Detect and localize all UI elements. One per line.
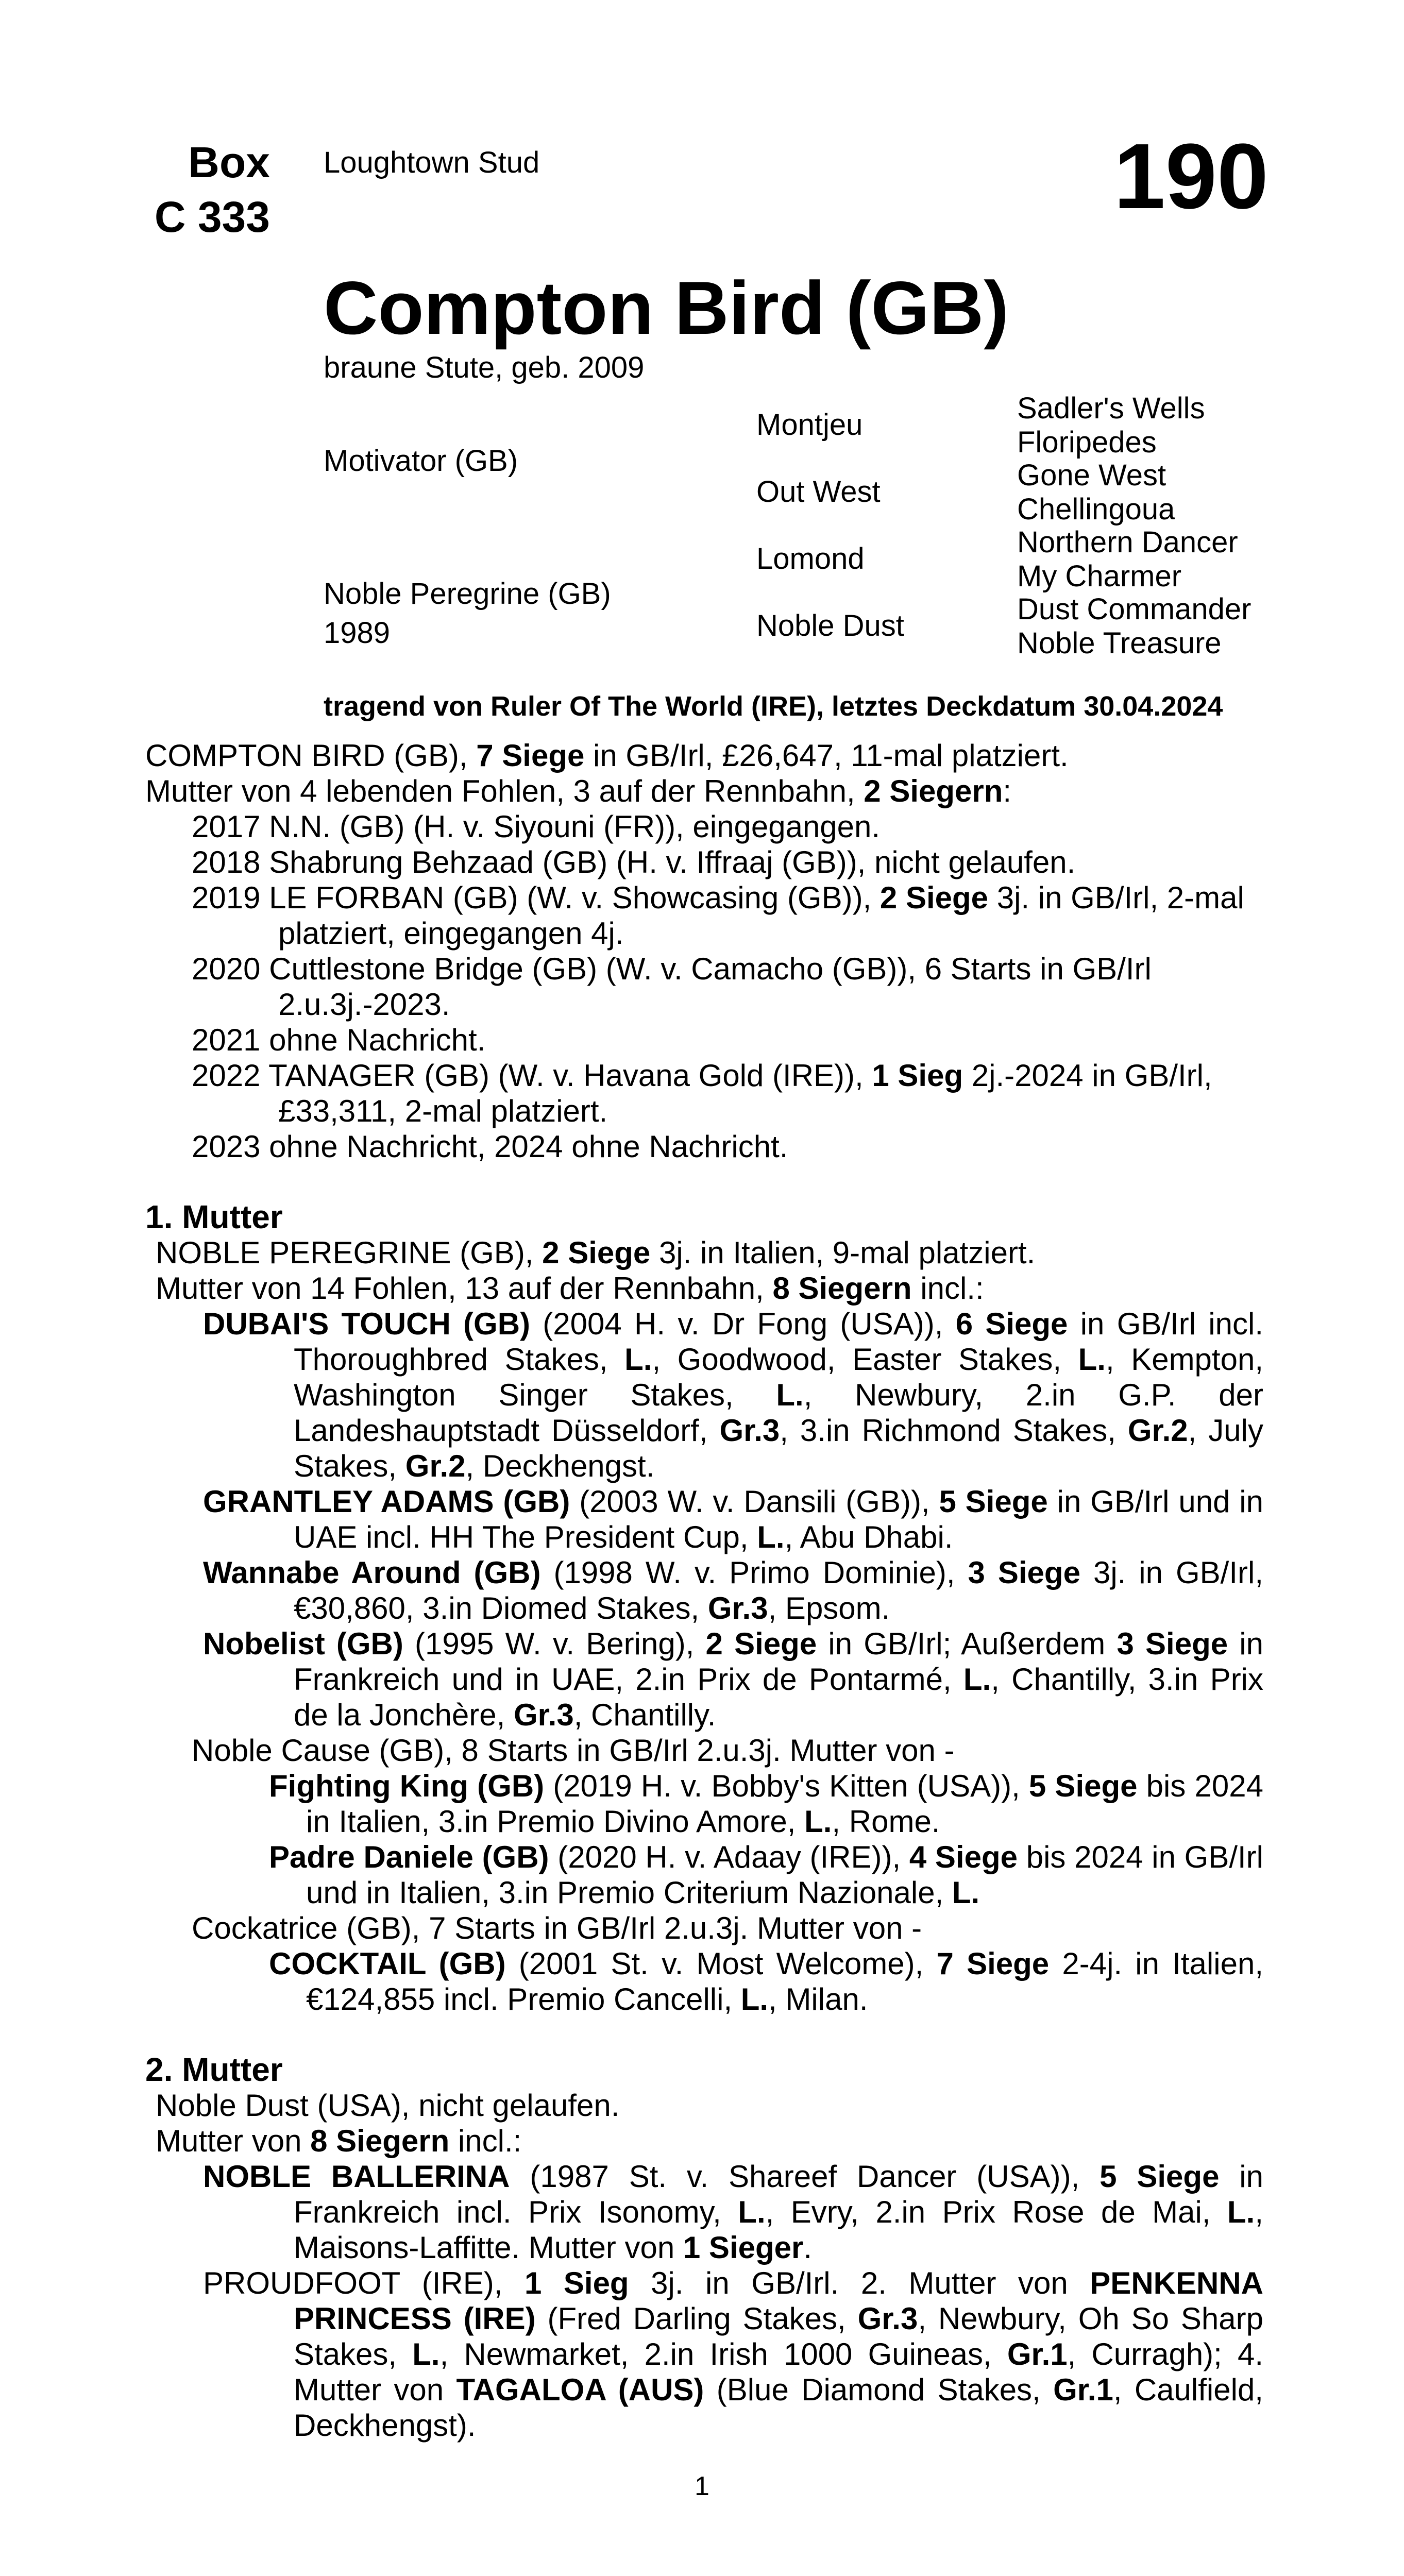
progeny-entry: DUBAI'S TOUCH (GB) (2004 H. v. Dr Fong (USA)), 6 Siege in GB/Irl incl. Thoroughbred Stakes, L., Goodwood, Easter Stakes, L., Kempton, Washington Singer Stakes, L., Newbury, 2.in G.P. der Landeshauptstadt Düsseldorf, Gr.3, 3.in Richmond Stakes, Gr.2, July Stakes, Gr.2, Deckhengst.	[203, 1307, 1264, 1483]
produce-entry: 2017 N.N. (GB) (H. v. Siyouni (FR)), eingegangen.	[192, 809, 881, 844]
box-title: Box	[188, 138, 270, 187]
emphasis: L.	[1227, 2195, 1255, 2229]
emphasis: 2 Siege	[542, 1235, 651, 1270]
produce-entry: 2020 Cuttlestone Bridge (GB) (W. v. Camacho (GB)), 6 Starts in GB/Irl 2.u.3j.-2023.	[192, 952, 1152, 1022]
emphasis: L.	[738, 2195, 766, 2229]
produce-entry: 2021 ohne Nachricht.	[192, 1023, 486, 1057]
first-dam-daughter: Noble Cause (GB), 8 Starts in GB/Irl 2.u.3j. Mutter von -	[192, 1733, 955, 1768]
box-label	[130, 135, 270, 244]
produce-entry: 2023 ohne Nachricht, 2024 ohne Nachricht.	[192, 1129, 788, 1164]
emphasis: 1 Sieger	[683, 2230, 804, 2265]
emphasis: 1 Sieg	[524, 2266, 629, 2300]
second-dam-summary: Noble Dust (USA), nicht gelaufen.	[156, 2088, 620, 2123]
first-dam-heading: 1. Mutter	[145, 1198, 283, 1235]
in-foal-note: tragend von Ruler Of The World (IRE), letztes Deckdatum 30.04.2024	[324, 691, 1223, 722]
pedigree-gen3-item: My Charmer	[1017, 560, 1182, 593]
emphasis: 8 Siegern	[310, 2124, 450, 2158]
progeny-entry: Wannabe Around (GB) (1998 W. v. Primo Dominie), 3 Siege 3j. in GB/Irl, €30,860, 3.in Diomed Stakes, Gr.3, Epsom.	[203, 1555, 1264, 1625]
produce-list	[145, 809, 1263, 1164]
emphasis: Gr.3	[857, 2301, 918, 2336]
pedigree-gen3-item: Chellingoua	[1017, 493, 1175, 526]
emphasis: 4 Siege	[909, 1840, 1018, 1874]
pedigree-gen2-item: Out West	[756, 475, 881, 509]
pedigree-sire: Motivator (GB)	[324, 444, 518, 478]
produce-summary: COMPTON BIRD (GB), 7 Siege in GB/Irl, £26,647, 11-mal platziert.	[145, 738, 1069, 773]
emphasis: Wannabe Around (GB)	[203, 1555, 541, 1590]
emphasis: Gr.1	[1053, 2372, 1113, 2407]
emphasis: L.	[757, 1520, 785, 1554]
progeny-entry: GRANTLEY ADAMS (GB) (2003 W. v. Dansili (GB)), 5 Siege in GB/Irl und in UAE incl. HH The President Cup, L., Abu Dhabi.	[203, 1484, 1264, 1554]
emphasis: L.	[740, 1982, 769, 2016]
emphasis: NOBLE BALLERINA	[203, 2159, 510, 2194]
first-dam-daughter: Cockatrice (GB), 7 Starts in GB/Irl 2.u.3j. Mutter von -	[192, 1911, 922, 1945]
emphasis: Gr.3	[707, 1591, 768, 1625]
first-dam-progeny-list	[145, 1306, 1263, 1733]
emphasis: COCKTAIL (GB)	[269, 1946, 506, 1981]
emphasis: L.	[776, 1378, 804, 1412]
pedigree-dam-year: 1989	[324, 616, 391, 650]
progeny-entry: PROUDFOOT (IRE), 1 Sieg 3j. in GB/Irl. 2. Mutter von PENKENNA PRINCESS (IRE) (Fred Darling Stakes, Gr.3, Newbury, Oh So Sharp Stakes, L., Newmarket, 2.in Irish 1000 Guineas, Gr.1, Curragh); 4. Mutter von TAGALOA (AUS) (Blue Diamond Stakes, Gr.1, Caulfield, Deckhengst).	[203, 2266, 1264, 2443]
emphasis: L.	[963, 1662, 991, 1697]
emphasis: 5 Siege	[939, 1484, 1048, 1519]
emphasis: PENKENNA PRINCESS (IRE)	[294, 2266, 1263, 2336]
emphasis: Gr.2	[405, 1449, 466, 1483]
emphasis: DUBAI'S TOUCH (GB)	[203, 1307, 531, 1341]
second-dam-heading: 2. Mutter	[145, 2051, 283, 2088]
lot-number: 190	[1113, 125, 1268, 228]
consignor: Loughtown Stud	[324, 146, 540, 179]
second-dam-record-intro: Mutter von 8 Siegern incl.:	[156, 2124, 522, 2158]
progeny-entry: Fighting King (GB) (2019 H. v. Bobby's Kitten (USA)), 5 Siege bis 2024 in Italien, 3.in Premio Divino Amore, L., Rome.	[269, 1769, 1263, 1839]
daughter-progeny-list	[145, 1946, 1263, 2017]
emphasis: Gr.3	[513, 1698, 574, 1732]
emphasis: Gr.2	[1127, 1413, 1188, 1448]
emphasis: 1 Sieg	[872, 1058, 963, 1093]
emphasis: 8 Siegern	[772, 1271, 912, 1306]
progeny-entry: NOBLE BALLERINA (1987 St. v. Shareef Dancer (USA)), 5 Siege in Frankreich incl. Prix Isonomy, L., Evry, 2.in Prix Rose de Mai, L., Maisons-Laffitte. Mutter von 1 Sieger.	[203, 2159, 1263, 2265]
pedigree-gen3-item: Noble Treasure	[1017, 626, 1222, 660]
emphasis: Fighting King (GB)	[269, 1769, 545, 1803]
pedigree-gen3-item: Floripedes	[1017, 426, 1157, 459]
pedigree-gen3-item: Dust Commander	[1017, 592, 1251, 626]
emphasis: 5 Siege	[1099, 2159, 1220, 2194]
produce-entry: 2018 Shabrung Behzaad (GB) (H. v. Iffraaj (GB)), nicht gelaufen.	[192, 845, 1076, 879]
page-number: 1	[695, 2471, 709, 2501]
emphasis: L.	[952, 1875, 980, 1910]
progeny-entry: COCKTAIL (GB) (2001 St. v. Most Welcome), 7 Siege 2-4j. in Italien, €124,855 incl. Premio Cancelli, L., Milan.	[269, 1946, 1263, 2016]
pedigree-gen2-item: Montjeu	[756, 408, 863, 442]
emphasis: Padre Daniele (GB)	[269, 1840, 549, 1874]
emphasis: Nobelist (GB)	[203, 1626, 403, 1661]
pedigree-gen3-item: Gone West	[1017, 459, 1166, 492]
second-dam-progeny-list	[145, 2159, 1263, 2443]
horse-name: Compton Bird (GB)	[324, 266, 1009, 350]
box-number: C 333	[154, 193, 270, 241]
emphasis: 7 Siege	[476, 738, 585, 773]
first-dam-record-intro: Mutter von 14 Fohlen, 13 auf der Rennbahn, 8 Siegern incl.:	[156, 1271, 984, 1306]
emphasis: 2 Siege	[879, 880, 989, 915]
pedigree-gen2-item: Lomond	[756, 542, 865, 575]
progeny-entry: Padre Daniele (GB) (2020 H. v. Adaay (IRE)), 4 Siege bis 2024 in GB/Irl und in Italien, 3.in Premio Criterium Nazionale, L.	[269, 1840, 1263, 1910]
catalogue-body	[145, 738, 1263, 2443]
emphasis: L.	[804, 1804, 832, 1839]
pedigree-gen3-item: Northern Dancer	[1017, 526, 1238, 559]
emphasis: L.	[624, 1342, 652, 1377]
emphasis: 2 Siege	[705, 1626, 817, 1661]
emphasis: GRANTLEY ADAMS (GB)	[203, 1484, 570, 1519]
progeny-entry: Nobelist (GB) (1995 W. v. Bering), 2 Siege in GB/Irl; Außerdem 3 Siege in Frankreich und in UAE, 2.in Prix de Pontarmé, L., Chantilly, 3.in Prix de la Jonchère, Gr.3, Chantilly.	[203, 1626, 1264, 1732]
emphasis: 3 Siege	[968, 1555, 1080, 1590]
emphasis: 3 Siege	[1117, 1626, 1228, 1661]
pedigree-gen2-item: Noble Dust	[756, 609, 904, 642]
horse-description: braune Stute, geb. 2009	[324, 351, 645, 384]
pedigree-dam: Noble Peregrine (GB)	[324, 577, 611, 611]
produce-entry: 2019 LE FORBAN (GB) (W. v. Showcasing (GB)), 2 Siege 3j. in GB/Irl, 2-mal platziert, eingegangen 4j.	[192, 880, 1244, 951]
emphasis: Gr.1	[1007, 2337, 1068, 2371]
emphasis: Gr.3	[719, 1413, 780, 1448]
emphasis: L.	[412, 2337, 440, 2371]
emphasis: L.	[1078, 1342, 1106, 1377]
emphasis: 2 Siegern	[864, 774, 1003, 808]
daughter-progeny-list	[145, 1768, 1263, 1910]
pedigree-gen3-item: Sadler's Wells	[1017, 392, 1205, 425]
emphasis: 6 Siege	[955, 1307, 1068, 1341]
first-dam-summary: NOBLE PEREGRINE (GB), 2 Siege 3j. in Italien, 9-mal platziert.	[156, 1235, 1036, 1270]
produce-entry: 2022 TANAGER (GB) (W. v. Havana Gold (IRE)), 1 Sieg 2j.-2024 in GB/Irl, £33,311, 2-mal platziert.	[192, 1058, 1212, 1128]
emphasis: 5 Siege	[1028, 1769, 1138, 1803]
emphasis: TAGALOA (AUS)	[456, 2372, 704, 2407]
produce-record-intro: Mutter von 4 lebenden Fohlen, 3 auf der Rennbahn, 2 Siegern:	[145, 774, 1012, 808]
emphasis: 7 Siege	[936, 1946, 1050, 1981]
